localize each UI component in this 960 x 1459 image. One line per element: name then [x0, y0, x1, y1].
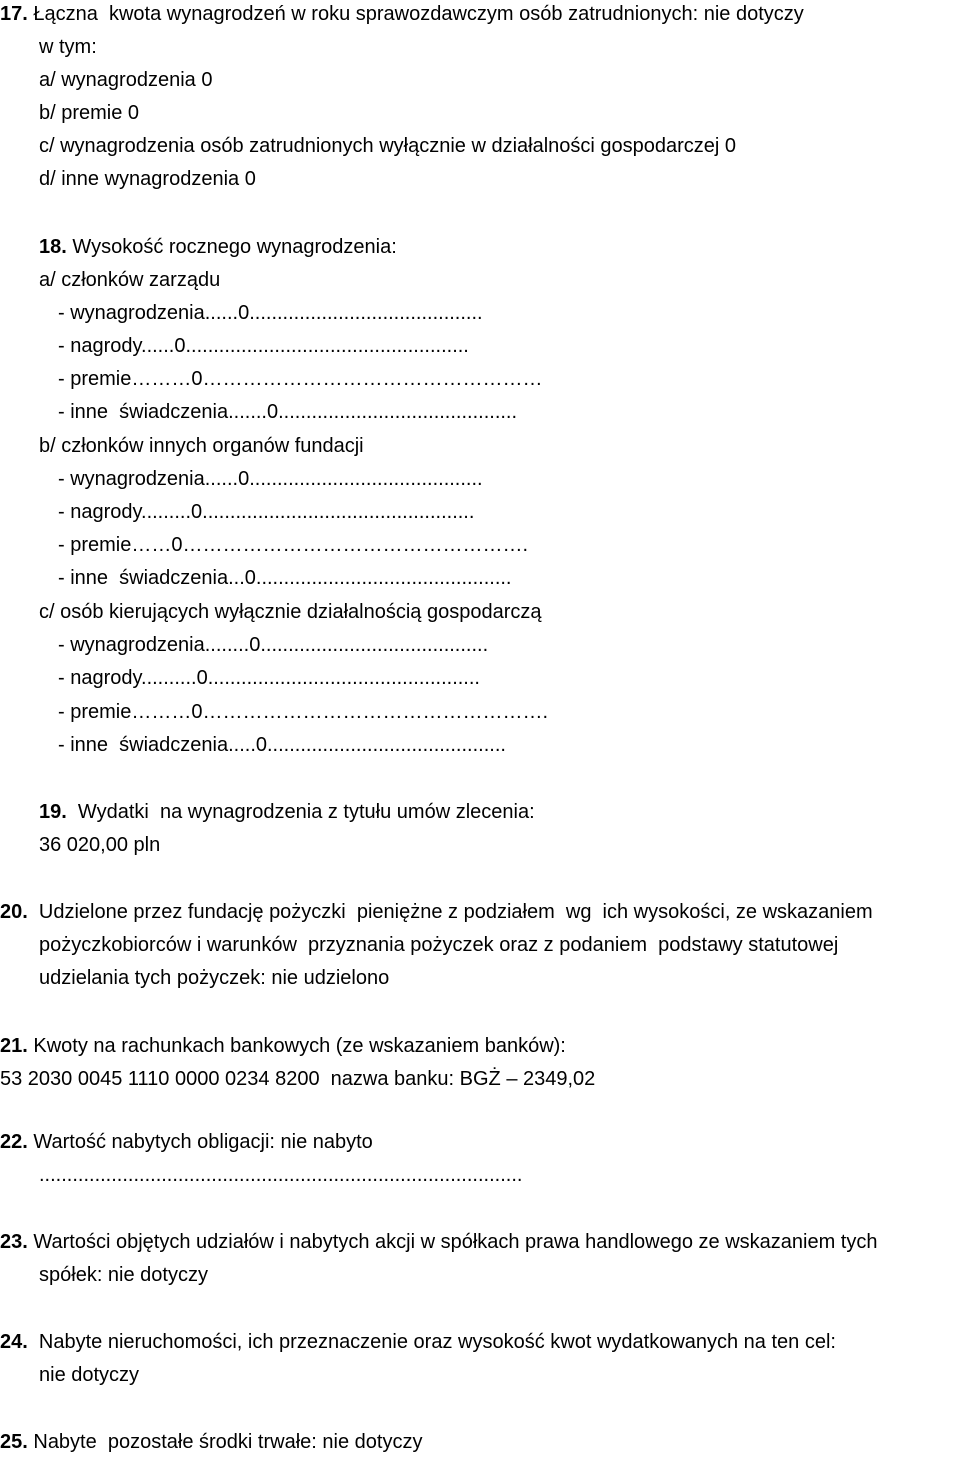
text-line: c/ wynagrodzenia osób zatrudnionych wyłącznie w działalności gospodarczej 0 [39, 135, 737, 157]
text-line: nie dotyczy [39, 1364, 140, 1386]
section-title: Wydatki na wynagrodzenia z tytułu umów zlecenia: [66, 801, 535, 823]
subsection-title: b/ członków innych organów fundacji [39, 435, 364, 457]
list-item: - premie……0……………………………………………. [58, 534, 529, 556]
list-item: - inne świadczenia.......0........................................... [58, 401, 518, 423]
section-number: 21. [0, 1035, 28, 1057]
section-title: Nabyte pozostałe środki trwałe: nie dotyczy [27, 1431, 423, 1453]
text-line: w tym: [39, 36, 97, 58]
list-item: - nagrody......0................................................... [58, 335, 469, 357]
text-line: d/ inne wynagrodzenia 0 [39, 168, 256, 190]
section-number: 19. [39, 801, 67, 823]
section-20-heading [0, 900, 873, 924]
text-line: udzielania tych pożyczek: nie udzielono [39, 967, 390, 989]
text-line: a/ wynagrodzenia 0 [39, 69, 213, 91]
dotted-line: ....................................................................................... [39, 1164, 523, 1186]
list-item: - wynagrodzenia......0.......................................... [58, 468, 483, 490]
section-number: 22. [0, 1131, 28, 1153]
section-number: 23. [0, 1231, 28, 1253]
bank-account-line: 53 2030 0045 1110 0000 0234 8200 nazwa banku: BGŻ – 2349,02 [0, 1068, 596, 1090]
list-item: - wynagrodzenia........0......................................... [58, 634, 489, 656]
section-title: Wartości objętych udziałów i nabytych akcji w spółkach prawa handlowego ze wskazaniem tych [27, 1231, 878, 1253]
section-25-heading [0, 1430, 422, 1454]
text-line: pożyczkobiorców i warunków przyznania pożyczek oraz z podaniem podstawy statutowej [39, 934, 839, 956]
text-line: spółek: nie dotyczy [39, 1264, 208, 1286]
section-17-heading [0, 2, 804, 26]
section-title: Nabyte nieruchomości, ich przeznaczenie oraz wysokość kwot wydatkowanych na ten cel: [27, 1331, 836, 1353]
section-19-heading [39, 800, 535, 824]
section-value: 36 020,00 pln [39, 834, 161, 856]
section-number: 25. [0, 1431, 28, 1453]
list-item: - premie………0……………………………………………. [58, 701, 549, 723]
section-title: Udzielone przez fundację pożyczki pieniężne z podziałem wg ich wysokości, ze wskazaniem [27, 901, 873, 923]
section-title: Wysokość rocznego wynagrodzenia: [66, 236, 397, 258]
section-number: 18. [39, 236, 67, 258]
text-line: b/ premie 0 [39, 102, 140, 124]
section-18-heading [39, 235, 397, 259]
list-item: - inne świadczenia.....0........................................... [58, 734, 506, 756]
subsection-title: a/ członków zarządu [39, 269, 221, 291]
section-title: Łączna kwota wynagrodzeń w roku sprawozdawczym osób zatrudnionych: nie dotyczy [27, 3, 804, 25]
subsection-title: c/ osób kierujących wyłącznie działalnością gospodarczą [39, 601, 542, 623]
section-number: 24. [0, 1331, 28, 1353]
list-item: - inne świadczenia...0.............................................. [58, 567, 512, 589]
section-24-heading [0, 1330, 836, 1354]
section-title: Wartość nabytych obligacji: nie nabyto [27, 1131, 373, 1153]
list-item: - premie………0…………………………………………… [58, 368, 543, 390]
section-22-heading [0, 1130, 373, 1154]
list-item: - wynagrodzenia......0.......................................... [58, 302, 483, 324]
section-number: 17. [0, 3, 28, 25]
list-item: - nagrody.........0................................................. [58, 501, 475, 523]
section-23-heading [0, 1230, 877, 1254]
section-21-heading [0, 1034, 566, 1058]
section-title: Kwoty na rachunkach bankowych (ze wskazaniem banków): [27, 1035, 566, 1057]
list-item: - nagrody..........0................................................. [58, 667, 480, 689]
section-number: 20. [0, 901, 28, 923]
